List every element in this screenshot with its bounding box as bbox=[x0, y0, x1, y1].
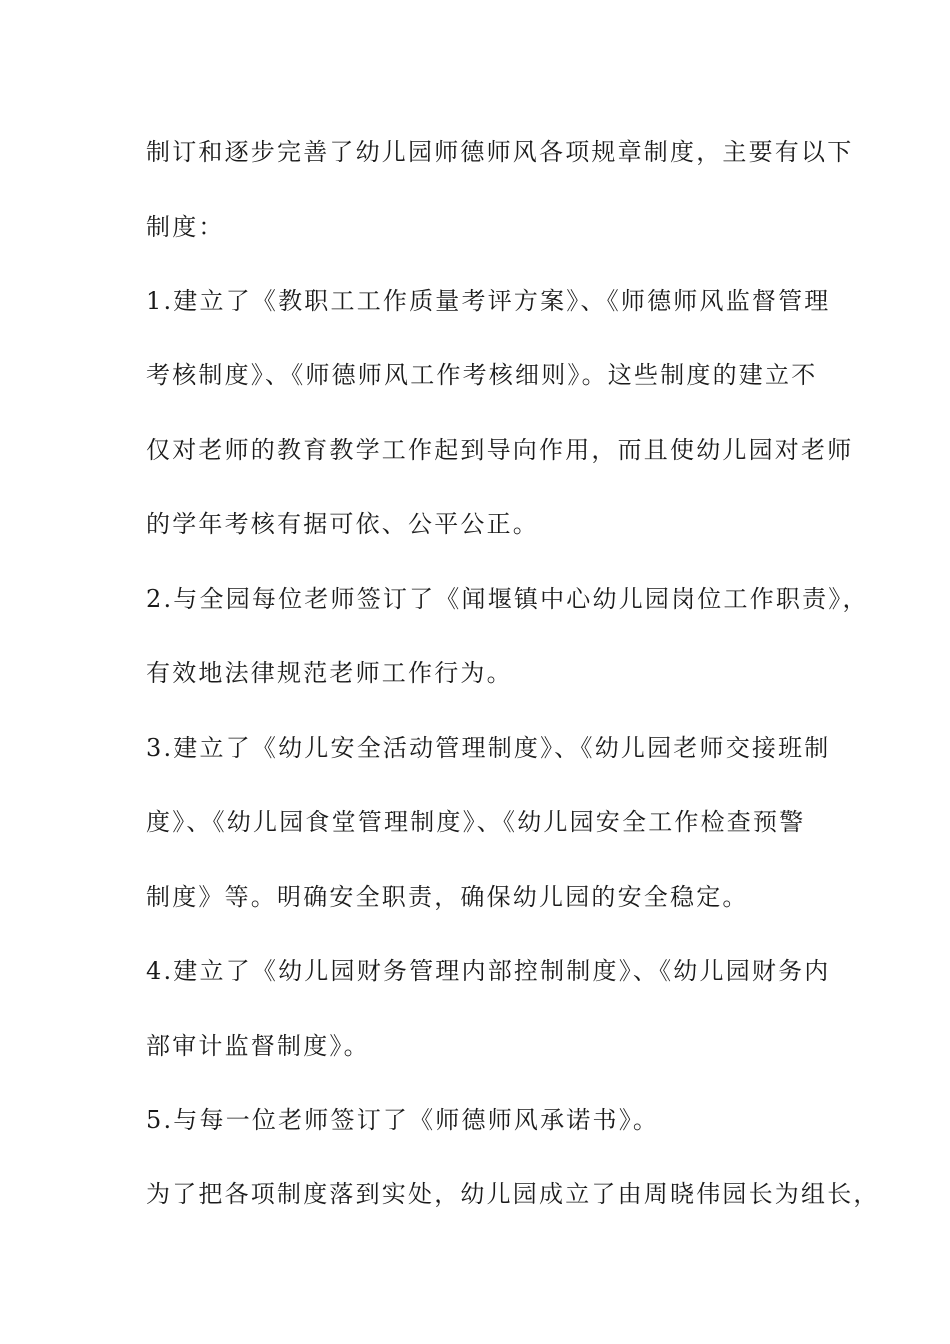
body-text-line: 的学年考核有据可依、公平公正。 bbox=[146, 510, 539, 538]
list-item-5-line: 5.与每一位老师签订了《师德师风承诺书》。 bbox=[146, 1106, 660, 1134]
list-item-3-line: 3.建立了《幼儿安全活动管理制度》、《幼儿园老师交接班制 bbox=[146, 734, 831, 762]
body-text-line: 有效地法律规范老师工作行为。 bbox=[146, 659, 513, 687]
body-text-line: 制度》等。明确安全职责，确保幼儿园的安全稳定。 bbox=[146, 883, 749, 911]
body-text-line: 考核制度》、《师德师风工作考核细则》。这些制度的建立不 bbox=[146, 361, 818, 389]
body-text-line: 制度： bbox=[146, 213, 225, 241]
list-item-2-line: 2.与全园每位老师签订了《闻堰镇中心幼儿园岗位工作职责》， bbox=[146, 585, 869, 613]
list-item-1-line: 1.建立了《教职工工作质量考评方案》、《师德师风监督管理 bbox=[146, 287, 831, 315]
body-text-line: 部审计监督制度》。 bbox=[146, 1032, 370, 1060]
body-text-line: 度》、《幼儿园食堂管理制度》、《幼儿园安全工作检查预警 bbox=[146, 808, 806, 836]
body-text-line: 为了把各项制度落到实处，幼儿园成立了由周晓伟园长为组长， bbox=[146, 1180, 880, 1208]
list-item-4-line: 4.建立了《幼儿园财务管理内部控制制度》、《幼儿园财务内 bbox=[146, 957, 831, 985]
body-text-line: 制订和逐步完善了幼儿园师德师风各项规章制度，主要有以下 bbox=[146, 138, 854, 166]
body-text-line: 仅对老师的教育教学工作起到导向作用，而且使幼儿园对老师 bbox=[146, 436, 854, 464]
